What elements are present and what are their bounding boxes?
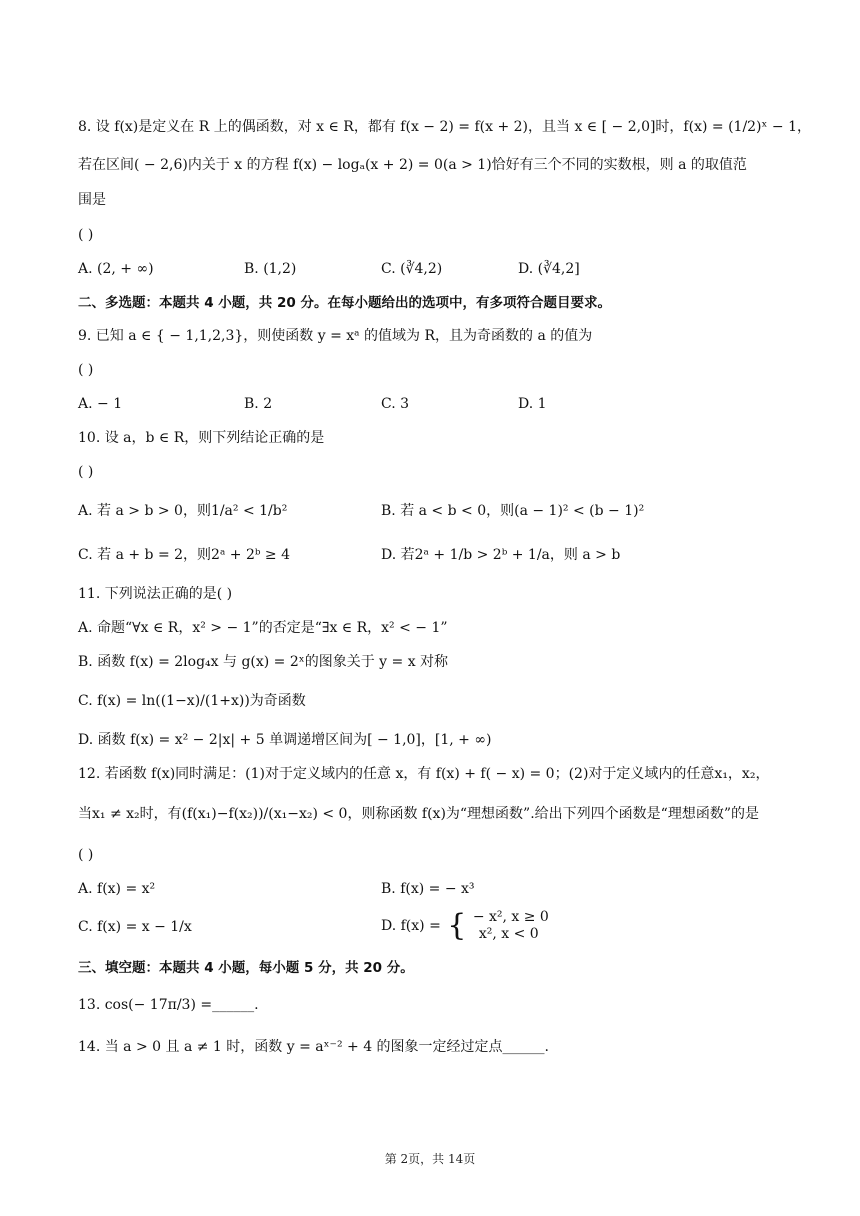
q8-stem-line1: 8. 设 f(x)是定义在 R 上的偶函数，对 x ∈ R，都有 f(x − 2) = f(x + 2)，且当 x ∈ [ − 2,0]时，f(x) = (1/2)ˣ − 1， — [78, 119, 811, 135]
q12-option-d — [381, 909, 549, 943]
q10-answer-paren: ( ) — [78, 464, 94, 480]
section-2-heading: 二、多选题：本题共 4 小题，共 20 分。在每小题给出的选项中，有多项符合题目要求。 — [78, 295, 611, 311]
q9-stem: 9. 已知 a ∈ { − 1,1,2,3}，则使函数 y = xᵃ 的值域为 R，且为奇函数的 a 的值为 — [78, 328, 593, 344]
q13-stem: 13. cos(− 17π/3) =______. — [78, 997, 259, 1013]
q8-stem-line2: 若在区间( − 2,6)内关于 x 的方程 f(x) − logₐ(x + 2) = 0(a > 1)恰好有三个不同的实数根，则 a 的取值范 — [78, 157, 747, 173]
q11-option-d: D. 函数 f(x) = x² − 2|x| + 5 单调递增区间为[ − 1,0]，[1, + ∞) — [78, 732, 492, 748]
q12-option-a: A. f(x) = x² — [78, 881, 156, 897]
q14-stem: 14. 当 a > 0 且 a ≠ 1 时，函数 y = aˣ⁻² + 4 的图象一定经过定点______. — [78, 1039, 549, 1055]
q10-option-d: D. 若2ᵃ + 1/b > 2ᵇ + 1/a，则 a > b — [381, 547, 621, 563]
q10-option-a: A. 若 a > b > 0，则1/a² < 1/b² — [78, 503, 288, 519]
q8-option-a: A. (2, + ∞) — [78, 261, 154, 277]
q12-stem-line2: 当x₁ ≠ x₂时，有(f(x₁)−f(x₂))/(x₁−x₂) < 0，则称函数 f(x)为“理想函数”.给出下列四个函数是“理想函数”的是 — [78, 806, 759, 822]
q10-option-c: C. 若 a + b = 2，则2ᵃ + 2ᵇ ≥ 4 — [78, 547, 291, 563]
q12-option-d-prefix: D. f(x) = — [381, 918, 441, 934]
q12-option-d-case1: − x², x ≥ 0 — [472, 909, 549, 925]
q8-option-c: C. (∛4,2) — [381, 261, 443, 277]
q12-option-b: B. f(x) = − x³ — [381, 881, 475, 897]
q9-option-c: C. 3 — [381, 396, 410, 412]
left-brace-icon: { — [447, 908, 467, 943]
q12-option-c: C. f(x) = x − 1/x — [78, 919, 192, 935]
page-footer: 第 2页，共 14页 — [384, 1152, 476, 1166]
q10-stem: 10. 设 a，b ∈ R，则下列结论正确的是 — [78, 430, 325, 446]
q10-option-b: B. 若 a < b < 0，则(a − 1)² < (b − 1)² — [381, 503, 645, 519]
section-3-heading: 三、填空题：本题共 4 小题，每小题 5 分，共 20 分。 — [78, 960, 414, 976]
q8-option-b: B. (1,2) — [244, 261, 297, 277]
q11-option-c: C. f(x) = ln((1−x)/(1+x))为奇函数 — [78, 693, 306, 709]
q9-option-a: A. − 1 — [78, 396, 123, 412]
q8-stem-line3: 围是 — [78, 192, 106, 208]
q12-answer-paren: ( ) — [78, 847, 94, 863]
q12-stem-line1: 12. 若函数 f(x)同时满足：(1)对于定义域内的任意 x，有 f(x) + f( − x) = 0；(2)对于定义域内的任意x₁，x₂， — [78, 766, 770, 782]
q11-option-b: B. 函数 f(x) = 2log₄x 与 g(x) = 2ˣ的图象关于 y = x 对称 — [78, 654, 449, 670]
q11-option-a: A. 命题“∀x ∈ R，x² > − 1”的否定是“∃x ∈ R，x² < − 1” — [78, 620, 448, 636]
q12-option-d-case2: x², x < 0 — [478, 926, 539, 942]
q11-stem: 11. 下列说法正确的是( ) — [78, 586, 233, 602]
q9-option-b: B. 2 — [244, 396, 273, 412]
q9-option-d: D. 1 — [518, 396, 547, 412]
q9-answer-paren: ( ) — [78, 362, 94, 378]
q8-answer-paren: ( ) — [78, 227, 94, 243]
q8-option-d: D. (∛4,2] — [518, 261, 580, 277]
